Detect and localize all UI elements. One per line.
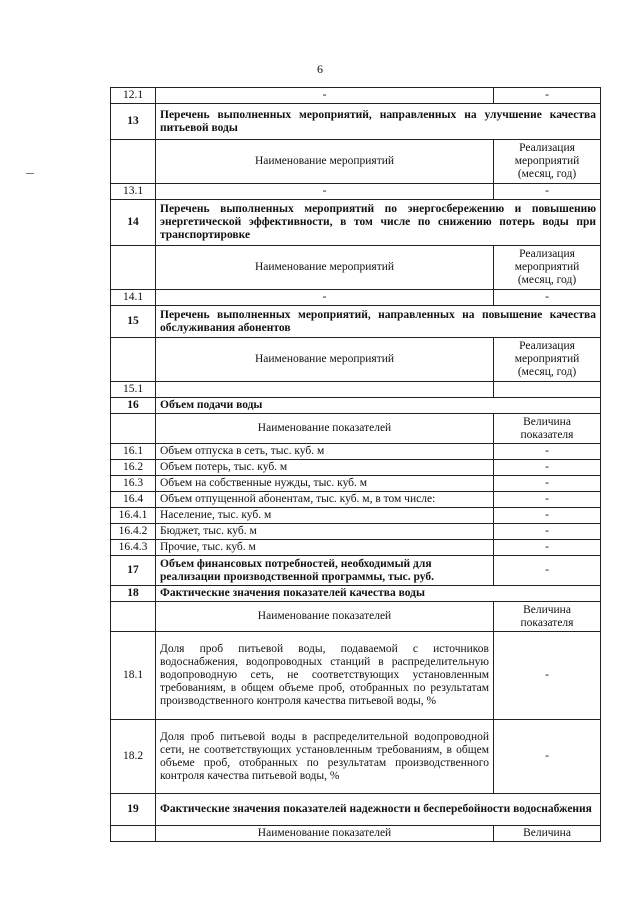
cell-value: - bbox=[494, 184, 601, 200]
indicator-name: Объем отпущенной абонентам, тыс. куб. м, в том числе: bbox=[156, 492, 494, 508]
margin-mark bbox=[26, 173, 34, 174]
section-row bbox=[111, 794, 601, 826]
section-number: 17 bbox=[111, 556, 156, 586]
indicator-name: Объем потерь, тыс. куб. м bbox=[156, 460, 494, 476]
empty-cell bbox=[111, 338, 156, 382]
section-number: 14 bbox=[111, 200, 156, 246]
empty-cell bbox=[111, 246, 156, 290]
empty-cell bbox=[111, 140, 156, 184]
column-header-indicators: Наименование показателей bbox=[156, 414, 494, 444]
indicator-name: Население, тыс. куб. м bbox=[156, 508, 494, 524]
cell-value: - bbox=[494, 524, 601, 540]
header-row bbox=[111, 246, 601, 290]
row-number: 16.4.1 bbox=[111, 508, 156, 524]
table-row bbox=[111, 476, 601, 492]
table-row bbox=[111, 508, 601, 524]
empty-cell bbox=[111, 602, 156, 632]
row-number: 16.1 bbox=[111, 444, 156, 460]
section-title: Фактические значения показателей надежности и бесперебойности водоснабжения bbox=[156, 794, 601, 826]
cell-value: - bbox=[494, 540, 601, 556]
cell-value: - bbox=[156, 184, 494, 200]
cell-value: - bbox=[494, 556, 601, 586]
indicator-name: Прочие, тыс. куб. м bbox=[156, 540, 494, 556]
column-header-indicators: Наименование показателей bbox=[156, 826, 494, 842]
column-header-indicators: Наименование показателей bbox=[156, 602, 494, 632]
header-row bbox=[111, 140, 601, 184]
cell-value: - bbox=[494, 632, 601, 720]
column-header-measures: Наименование мероприятий bbox=[156, 140, 494, 184]
header-row bbox=[111, 826, 601, 842]
cell-value: - bbox=[494, 508, 601, 524]
cell-value: - bbox=[494, 460, 601, 476]
cell-value: - bbox=[156, 88, 494, 104]
section-number: 13 bbox=[111, 104, 156, 140]
cell-value: - bbox=[494, 290, 601, 306]
header-row bbox=[111, 414, 601, 444]
row-number: 13.1 bbox=[111, 184, 156, 200]
row-number: 16.4 bbox=[111, 492, 156, 508]
section-row bbox=[111, 586, 601, 602]
column-header-value: Величина показателя bbox=[494, 602, 601, 632]
column-header-measures: Наименование мероприятий bbox=[156, 246, 494, 290]
section-row bbox=[111, 306, 601, 338]
indicator-name: Бюджет, тыс. куб. м bbox=[156, 524, 494, 540]
cell-value: - bbox=[494, 88, 601, 104]
row-number: 18.1 bbox=[111, 632, 156, 720]
page-number: 6 bbox=[317, 62, 323, 76]
column-header-value: Величина показателя bbox=[494, 414, 601, 444]
section-title: Объем подачи воды bbox=[156, 398, 601, 414]
row-number: 14.1 bbox=[111, 290, 156, 306]
section-title: Фактические значения показателей качества воды bbox=[156, 586, 601, 602]
column-header-realization: Реализация мероприятий (месяц, год) bbox=[494, 338, 601, 382]
table-row bbox=[111, 444, 601, 460]
column-header-realization: Реализация мероприятий (месяц, год) bbox=[494, 140, 601, 184]
table-row bbox=[111, 524, 601, 540]
column-header-measures: Наименование мероприятий bbox=[156, 338, 494, 382]
column-header-value: Величина bbox=[494, 826, 601, 842]
table-row bbox=[111, 290, 601, 306]
cell-value: - bbox=[494, 444, 601, 460]
empty-cell bbox=[111, 414, 156, 444]
indicator-name: Доля проб питьевой воды, подаваемой с источников водоснабжения, водопроводных станций в распределительную водопроводную сеть, не соответствующих установленным требованиям, в общем объеме проб, отобранных по результатам производственного контроля качества питьевой воды, % bbox=[156, 632, 494, 720]
row-number: 16.2 bbox=[111, 460, 156, 476]
section-row bbox=[111, 398, 601, 414]
header-row bbox=[111, 338, 601, 382]
table-row bbox=[111, 184, 601, 200]
cell-value: - bbox=[156, 290, 494, 306]
row-number: 16.4.2 bbox=[111, 524, 156, 540]
section-row bbox=[111, 104, 601, 140]
header-row bbox=[111, 602, 601, 632]
row-number: 12.1 bbox=[111, 88, 156, 104]
section-title: Перечень выполненных мероприятий по энергосбережению и повышению энергетической эффективности, в том числе по снижению потерь воды при транспортировке bbox=[156, 200, 601, 246]
table-row bbox=[111, 632, 601, 720]
empty-cell bbox=[111, 826, 156, 842]
indicator-name: Доля проб питьевой воды в распределительной водопроводной сети, не соответствующих установленным требованиям, в общем объеме проб, отобранных по результатам производственного контроля качества питьевой воды, % bbox=[156, 720, 494, 794]
row-number: 15.1 bbox=[111, 382, 156, 398]
table-row bbox=[111, 382, 601, 398]
column-header-realization: Реализация мероприятий (месяц, год) bbox=[494, 246, 601, 290]
row-number: 16.3 bbox=[111, 476, 156, 492]
section-row bbox=[111, 556, 601, 586]
cell-value: - bbox=[494, 476, 601, 492]
section-number: 18 bbox=[111, 586, 156, 602]
section-number: 19 bbox=[111, 794, 156, 826]
report-table bbox=[110, 87, 601, 842]
section-title: Объем финансовых потребностей, необходимый для реализации производственной программы, тыс. руб. bbox=[156, 556, 494, 586]
table-row bbox=[111, 540, 601, 556]
table-row bbox=[111, 460, 601, 476]
section-title: Перечень выполненных мероприятий, направленных на повышение качества обслуживания абонентов bbox=[156, 306, 601, 338]
indicator-name: Объем отпуска в сеть, тыс. куб. м bbox=[156, 444, 494, 460]
empty-cell bbox=[494, 382, 601, 398]
empty-cell bbox=[156, 382, 494, 398]
row-number: 16.4.3 bbox=[111, 540, 156, 556]
row-number: 18.2 bbox=[111, 720, 156, 794]
section-number: 16 bbox=[111, 398, 156, 414]
section-title: Перечень выполненных мероприятий, направленных на улучшение качества питьевой воды bbox=[156, 104, 601, 140]
cell-value: - bbox=[494, 492, 601, 508]
section-row bbox=[111, 200, 601, 246]
cell-value: - bbox=[494, 720, 601, 794]
section-number: 15 bbox=[111, 306, 156, 338]
table-row bbox=[111, 720, 601, 794]
table-row bbox=[111, 492, 601, 508]
table-row bbox=[111, 88, 601, 104]
indicator-name: Объем на собственные нужды, тыс. куб. м bbox=[156, 476, 494, 492]
